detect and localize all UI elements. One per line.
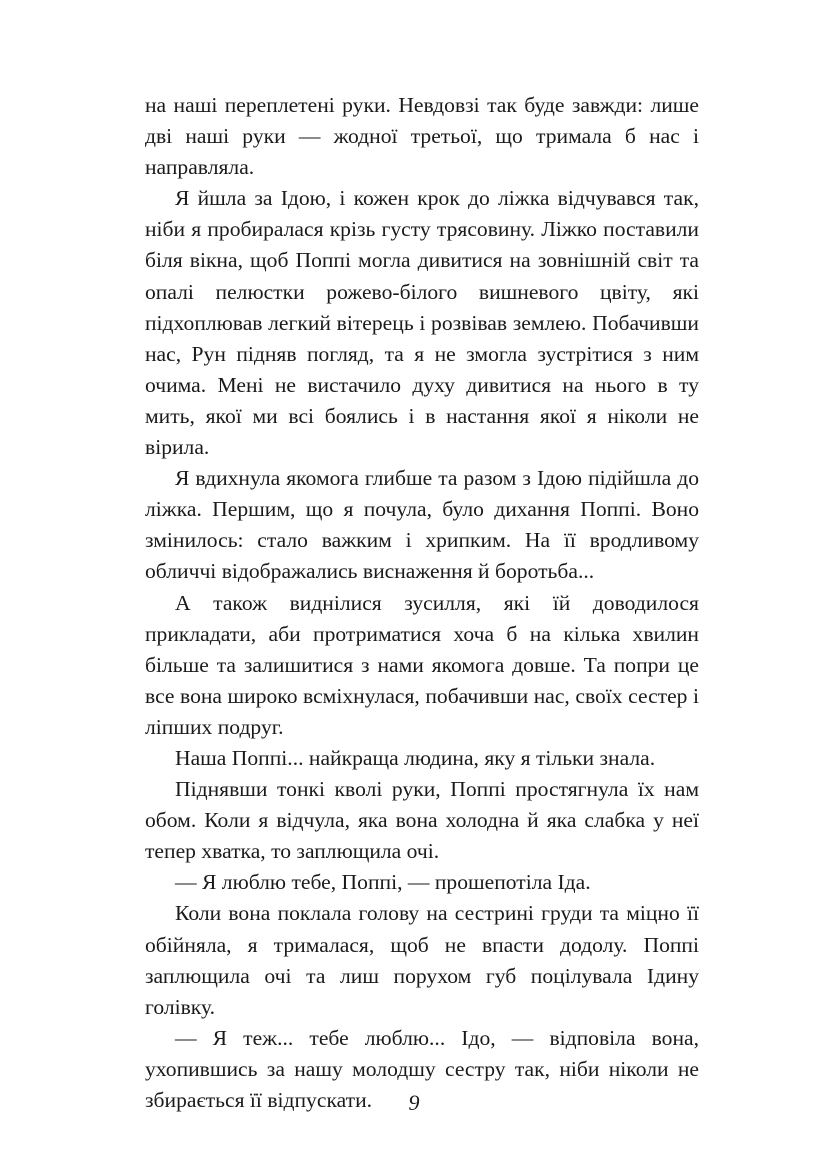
body-text bbox=[145, 90, 699, 1116]
paragraph-2: Я йшла за Ідою, і кожен крок до ліжка відчувався так, ніби я пробиралася крізь густу трясовину. Ліжко поставили біля вікна, щоб Поппі могла дивитися на зовнішній світ та опалі пелюстки рожево-білого вишневого цвіту, які підхоплював легкий вітерець і розвівав землею. Побачивши нас, Рун підняв погляд, та я не змогла зустрітися з ним очима. Мені не вистачило духу дивитися на нього в ту мить, якої ми всі боялись і в настання якої я ніколи не вірила. bbox=[145, 186, 699, 460]
paragraph-1: на наші переплетені руки. Невдовзі так буде завжди: лише дві наші руки — жодної третьої, що тримала б нас і направляла. bbox=[145, 93, 699, 180]
paragraph-4: А також виднілися зусилля, які їй доводилося прикладати, аби протриматися хоча б на кілька хвилин більше та залишитися з нами якомога довше. Та попри це все вона широко всміхнулася, побачивши нас, своїх сестер і ліпших подруг. bbox=[145, 590, 699, 739]
paragraph-3: Я вдихнула якомога глибше та разом з Ідою підійшла до ліжка. Першим, що я почула, було дихання Поппі. Воно змінилось: стало важким і хрипким. На її вродливому обличчі відображались виснаження й боротьба... bbox=[145, 466, 699, 584]
paragraph-5: Наша Поппі... найкраща людина, яку я тільки знала. bbox=[175, 745, 656, 770]
paragraph-7: — Я люблю тебе, Поппі, — прошепотіла Іда. bbox=[175, 870, 591, 895]
paragraph-9: — Я теж... тебе люблю... Ідо, — відповіла вона, ухопившись за нашу молодшу сестру так, ніби ніколи не збирається її відпускати. bbox=[145, 1025, 699, 1112]
paragraph-6: Піднявши тонкі кволі руки, Поппі простягнула їх нам обом. Коли я відчула, яка вона холодна й яка слабка у неї тепер хватка, то заплющила очі. bbox=[145, 777, 699, 864]
page-number: 9 bbox=[408, 1090, 420, 1115]
paragraph-8: Коли вона поклала голову на сестрині груди та міцно її обійняла, я трималася, щоб не впасти додолу. Поппі заплющила очі та лиш порухом губ поцілувала Ідину голівку. bbox=[145, 901, 699, 1019]
